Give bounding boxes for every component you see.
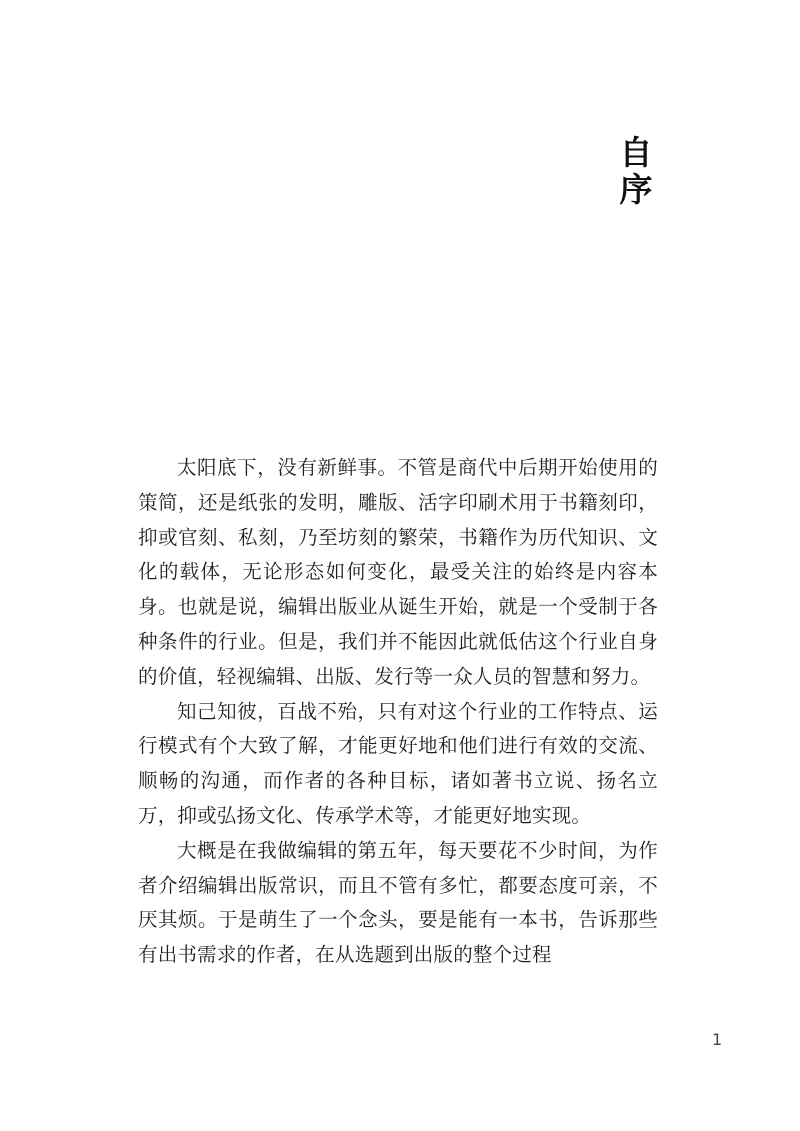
paragraph-2: 知己知彼，百战不殆，只有对这个行业的工作特点、运行模式有个大致了解，才能更好地和他们进行有效的交流、顺畅的沟通，而作者的各种目标，诸如著书立说、扬名立万，抑或弘扬文化、传承学术等，才能更好地实现。 bbox=[138, 699, 658, 827]
chapter-title-char-2: 序 bbox=[619, 170, 653, 209]
chapter-title bbox=[614, 134, 658, 208]
chapter-title-char-1: 自 bbox=[619, 133, 653, 172]
page-number: 1 bbox=[712, 1030, 723, 1049]
paragraph-3: 大概是在我做编辑的第五年，每天要花不少时间，为作者介绍编辑出版常识，而且不管有多忙，都要态度可亲，不厌其烦。于是萌生了一个念头，要是能有一本书，告诉那些有出书需求的作者，在从选题到出版的整个过程 bbox=[138, 838, 658, 967]
body-text bbox=[138, 451, 658, 973]
paragraph-1: 太阳底下，没有新鲜事。不管是商代中后期开始使用的策简，还是纸张的发明，雕版、活字印刷术用于书籍刻印，抑或官刻、私刻，乃至坊刻的繁荣，书籍作为历代知识、文化的载体，无论形态如何变化，最受关注的始终是内容本身。也就是说，编辑出版业从诞生开始，就是一个受制于各种条件的行业。但是，我们并不能因此就低估这个行业自身的价值，轻视编辑、出版、发行等一众人员的智慧和努力。 bbox=[138, 456, 658, 688]
